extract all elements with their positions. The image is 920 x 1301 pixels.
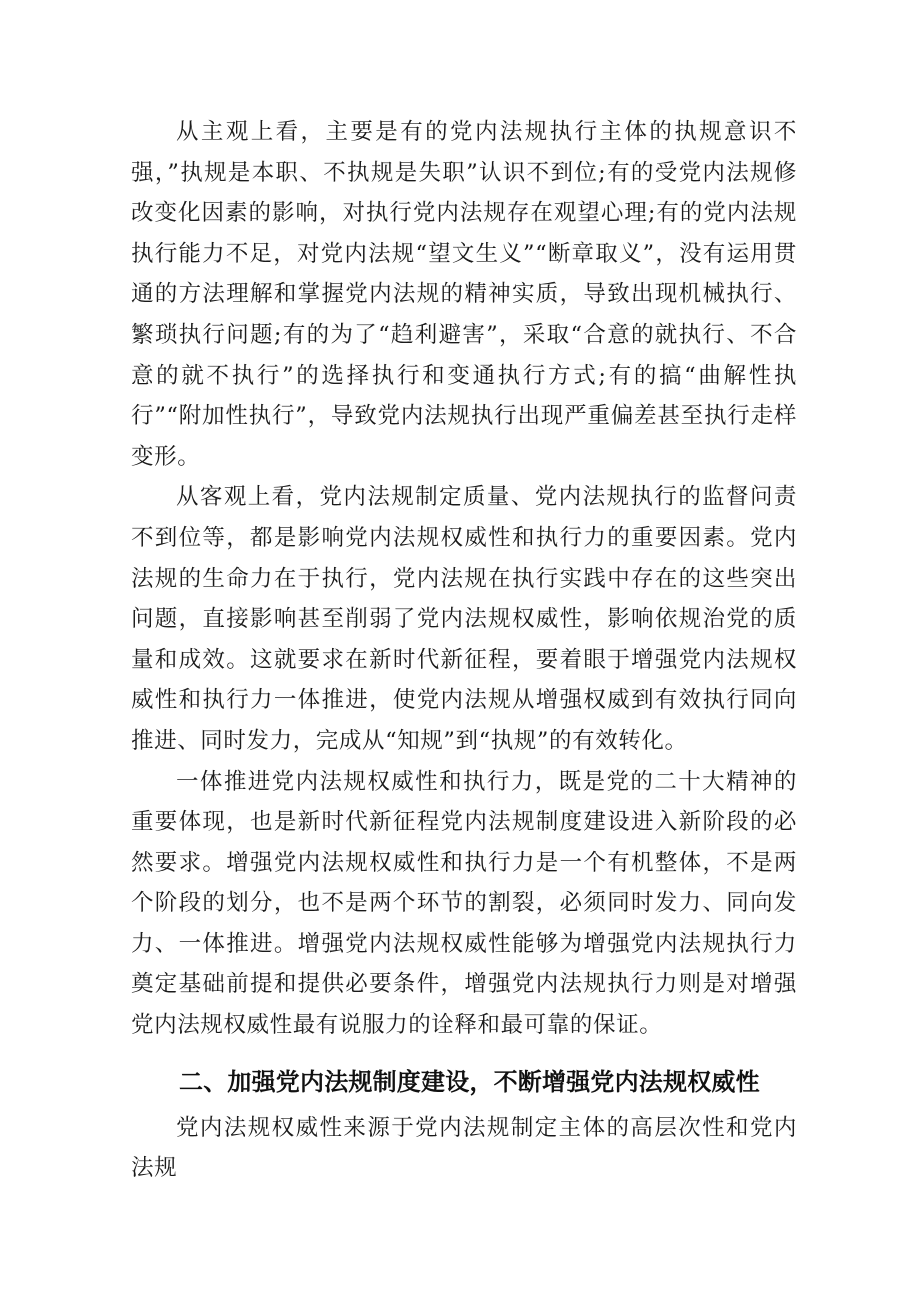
section-heading: 二、加强党内法规制度建设，不断增强党内法规权威性 — [179, 1067, 760, 1096]
paragraph-integrated-promotion: 一体推进党内法规权威性和执行力，既是党的二十大精神的重要体现，也是新时代新征程党内法规制度建设进入新阶段的必然要求。增强党内法规权威性和执行力是一个有机整体，不是两个阶段的划分，也不是两个环节的割裂，必须同时发力、同向发力、一体推进。增强党内法规权威性能够为增强党内法规执行力奠定基础前提和提供必要条件，增强党内法规执行力则是对增强党内法规权威性最有说服力的诠释和最可靠的保证。 — [131, 768, 797, 1039]
paragraph-authority-source: 党内法规权威性来源于党内法规制定主体的高层次性和党内法规 — [131, 1114, 797, 1182]
paragraph-objective-causes: 从客观上看，党内法规制定质量、党内法规执行的监督问责不到位等，都是影响党内法规权威性和执行力的重要因素。党内法规的生命力在于执行，党内法规在执行实践中存在的这些突出问题，直接影响甚至削弱了党内法规权威性，影响依规治党的质量和成效。这就要求在新时代新征程，要着眼于增强党内法规权威性和执行力一体推进，使党内法规从增强权威到有效执行同向推进、同时发力，完成从“知规”到“执规”的有效转化。 — [131, 484, 797, 754]
document-body — [131, 112, 797, 1189]
paragraph-subjective-causes: 从主观上看，主要是有的党内法规执行主体的执规意识不强，”执规是本职、不执规是失职”认识不到位;有的受党内法规修改变化因素的影响，对执行党内法规存在观望心理;有的党内法规执行能力不足，对党内法规“望文生义”“断章取义”，没有运用贯通的方法理解和掌握党内法规的精神实质，导致出现机械执行、繁琐执行问题;有的为了“趋利避害”，采取“合意的就执行、不合意的就不执行”的选择执行和变通执行方式;有的搞“曲解性执行”“附加性执行”，导致党内法规执行出现严重偏差甚至执行走样变形。 — [131, 119, 797, 470]
